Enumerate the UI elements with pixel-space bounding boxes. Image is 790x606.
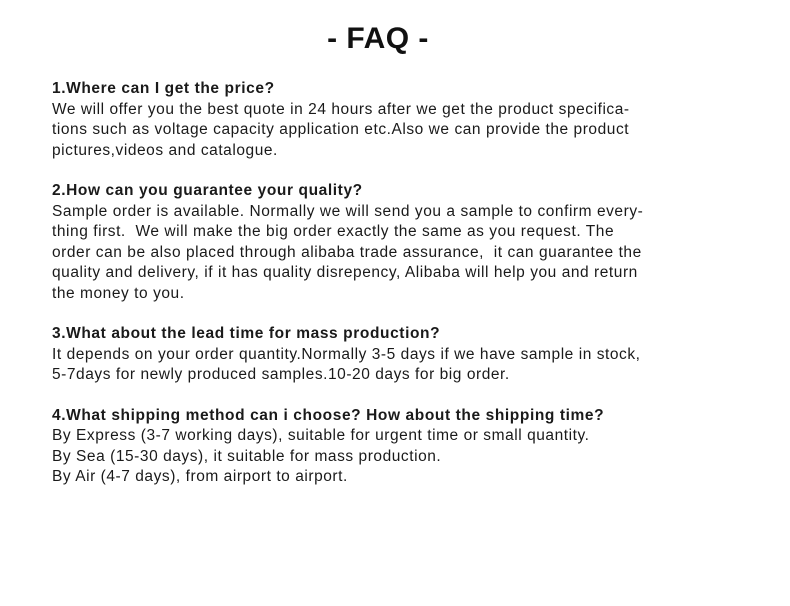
faq-answer-line: By Sea (15-30 days), it suitable for mass production. xyxy=(52,447,442,465)
faq-item-lead-time xyxy=(52,324,752,386)
faq-question: 1.Where can I get the price? xyxy=(52,80,275,97)
page-title: - FAQ - xyxy=(327,22,429,55)
faq-question: 2.How can you guarantee your quality? xyxy=(52,182,363,199)
faq-answer-line: By Air (4-7 days), from airport to airport. xyxy=(52,468,348,485)
faq-answer-line: tions such as voltage capacity application etc.Also we can provide the product xyxy=(52,121,630,138)
faq-answer-line: order can be also placed through alibaba trade assurance, it can guarantee the xyxy=(52,243,642,261)
faq-item-price xyxy=(52,79,752,161)
faq-question: 3.What about the lead time for mass production? xyxy=(52,325,441,342)
faq-item-quality xyxy=(52,181,752,304)
faq-answer-line: thing first. We will make the big order exactly the same as you request. The xyxy=(52,223,615,240)
faq-item-shipping xyxy=(52,406,752,488)
faq-answer-line: 5-7days for newly produced samples.10-20 days for big order. xyxy=(52,366,510,383)
faq-answer-line: We will offer you the best quote in 24 hours after we get the product specifica- xyxy=(52,100,630,118)
faq-answer-line: It depends on your order quantity.Normally 3-5 days if we have sample in stock, xyxy=(52,345,641,363)
faq-list xyxy=(52,79,752,508)
faq-answer-line: pictures,videos and catalogue. xyxy=(52,141,278,159)
faq-answer-line: quality and delivery, if it has quality disrepency, Alibaba will help you and return xyxy=(52,264,638,281)
faq-answer-line: By Express (3-7 working days), suitable for urgent time or small quantity. xyxy=(52,427,590,444)
faq-answer-line: the money to you. xyxy=(52,284,185,302)
faq-answer-line: Sample order is available. Normally we will send you a sample to confirm every- xyxy=(52,202,644,220)
faq-question: 4.What shipping method can i choose? How about the shipping time? xyxy=(52,406,605,424)
